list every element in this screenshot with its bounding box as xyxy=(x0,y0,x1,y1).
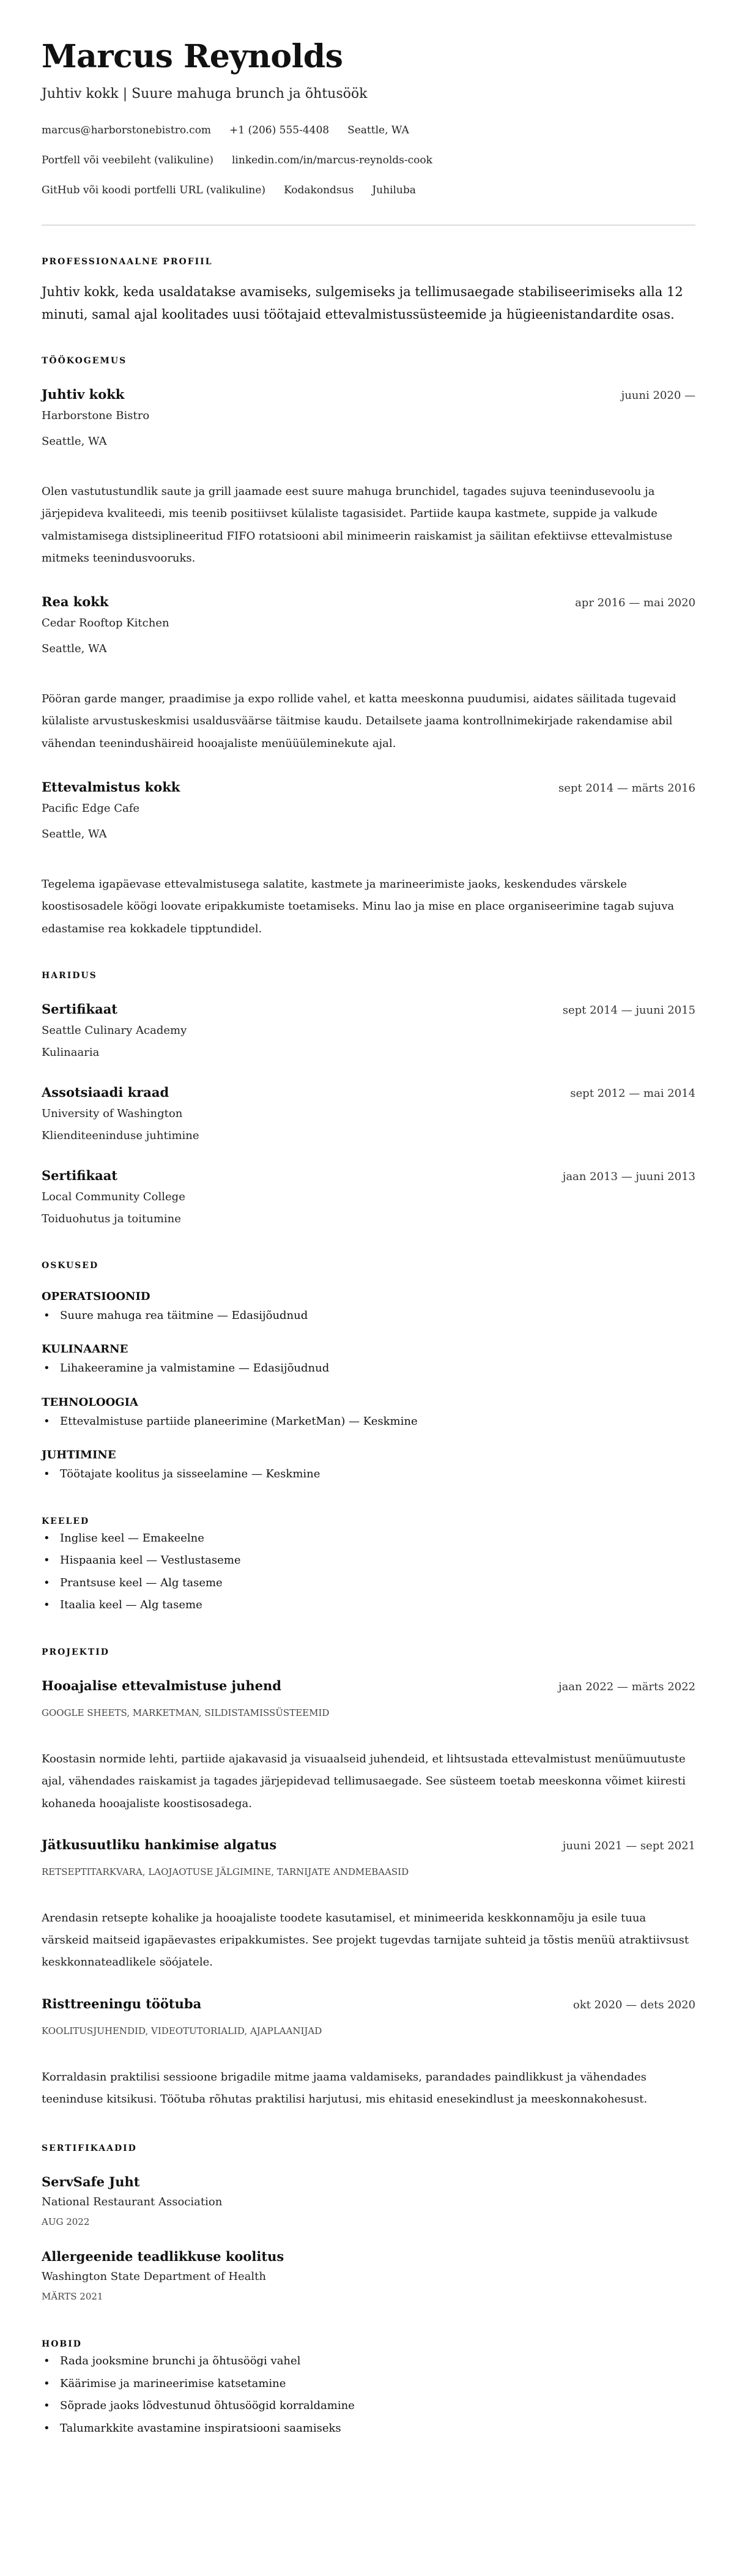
candidate-headline: Juhtiv kokk | Suure mahuga brunch ja õhtusöök xyxy=(42,86,368,102)
hobby-item: • Rada jooksmine brunchi ja õhtusöögi vahel xyxy=(42,2350,695,2373)
certification-date: AUG 2022 xyxy=(42,2216,90,2228)
education-header xyxy=(42,1083,695,1103)
certification-entry xyxy=(42,2248,695,2305)
degree-title: Assotsiaadi kraad xyxy=(42,1084,169,1100)
project-technologies: KOOLITUSJUHENDID, VIDEOTUTORIALID, AJAPLAANIJAD xyxy=(42,2025,322,2036)
project-header xyxy=(42,1677,695,1696)
project-dates: juuni 2021 — sept 2021 xyxy=(562,1839,695,1852)
project-technologies: GOOGLE SHEETS, MARKETMAN, SILDISTAMISSÜSTEEMID xyxy=(42,1707,330,1718)
skill-list xyxy=(42,1305,695,1327)
contact-row xyxy=(42,183,695,198)
project-title: Hooajalise ettevalmistuse juhend xyxy=(42,1677,281,1693)
field-of-study: Kulinaaria xyxy=(42,1045,100,1059)
project-description: Koostasin normide lehti, partiide ajakavasid ja visuaalseid juhendeid, et lihtsustada ettevalmistust menüümuutuste ajal, vähendades raiskamist ja tagades järjepidevad tellimusaegade. See süsteem toetab meeskonna võimet kiiresti kohaneda hooajaliste koostisosadega. xyxy=(42,1752,686,1810)
github-link[interactable]: GitHub või koodi portfelli URL (valikuline) xyxy=(42,184,266,196)
job-dates: sept 2014 — märts 2016 xyxy=(558,782,695,795)
job-header xyxy=(42,778,695,798)
certification-entry xyxy=(42,2173,695,2230)
job-title: Juhtiv kokk xyxy=(42,387,125,402)
resume-header xyxy=(42,39,695,198)
job-entry xyxy=(42,593,695,755)
skill-item: • Suure mahuga rea täitmine — Edasijõudnud xyxy=(42,1305,695,1327)
job-company: Harborstone Bistro xyxy=(42,409,150,422)
job-header xyxy=(42,385,695,405)
job-location: Seattle, WA xyxy=(42,828,107,841)
education-entry xyxy=(42,1000,695,1064)
email-link[interactable]: marcus@harborstonebistro.com xyxy=(42,124,212,136)
languages-list xyxy=(42,1527,695,1617)
profile-summary: Juhtiv kokk, keda usaldatakse avamiseks, sulgemiseks ja tellimusaegade stabiliseerimiseks alla 12 minuti, samal ajal koolitades uusi töötajaid ettevalmistussüsteemide ja hügieenistandardite osas. xyxy=(42,284,683,322)
field-of-study: Klienditeeninduse juhtimine xyxy=(42,1129,199,1142)
education-dates: jaan 2013 — juuni 2013 xyxy=(562,1170,695,1183)
location-text: Seattle, WA xyxy=(347,124,409,136)
project-dates: jaan 2022 — märts 2022 xyxy=(558,1680,695,1693)
education-entry xyxy=(42,1167,695,1230)
skills-section xyxy=(42,1260,695,1486)
section-heading: PROJEKTID xyxy=(42,1647,109,1657)
skill-list xyxy=(42,1463,695,1486)
certification-name: ServSafe Juht xyxy=(42,2174,140,2190)
skill-group-heading: JUHTIMINE xyxy=(42,1449,116,1462)
experience-section xyxy=(42,355,695,940)
certifications-section xyxy=(42,2142,695,2305)
degree-title: Sertifikaat xyxy=(42,1001,118,1017)
school-name: Seattle Culinary Academy xyxy=(42,1023,187,1037)
section-heading: OSKUSED xyxy=(42,1260,99,1271)
job-company: Cedar Rooftop Kitchen xyxy=(42,617,169,630)
drivers-license-text: Juhiluba xyxy=(372,184,416,196)
education-header xyxy=(42,1167,695,1186)
certification-date: MÄRTS 2021 xyxy=(42,2291,103,2303)
education-dates: sept 2014 — juuni 2015 xyxy=(562,1003,695,1017)
project-technologies: RETSEPTITARKVARA, LAOJAOTUSE JÄLGIMINE, TARNIJATE ANDMEBAASID xyxy=(42,1866,409,1877)
project-title: Jätkusuutliku hankimise algatus xyxy=(42,1836,277,1852)
section-heading: PROFESSIONAALNE PROFIIL xyxy=(42,257,213,267)
citizenship-text: Kodakondsus xyxy=(284,184,354,196)
job-dates: juuni 2020 — xyxy=(621,389,695,402)
skill-list xyxy=(42,1411,695,1433)
contact-row xyxy=(42,123,695,138)
skill-group-heading: TEHNOLOOGIA xyxy=(42,1395,139,1409)
project-entry xyxy=(42,1836,695,1974)
job-location: Seattle, WA xyxy=(42,642,107,656)
project-description: Arendasin retsepte kohalike ja hooajaliste toodete kasutamisel, et minimeerida keskkonnamõju ja esile tuua värskeid maitseid igapäevastes eripakkumistes. See projekt tugevdas tarnijate suhteid ja tõstis menüü atraktiivsust keskkonnateadlikele söójatele. xyxy=(42,1911,689,1969)
job-title: Rea kokk xyxy=(42,594,109,610)
section-heading: HARIDUS xyxy=(42,970,97,981)
portfolio-link[interactable]: Portfell või veebileht (valikuline) xyxy=(42,154,213,166)
section-heading: SERTIFIKAADID xyxy=(42,2144,137,2154)
language-item: • Prantsuse keel — Alg taseme xyxy=(42,1572,695,1595)
profile-section xyxy=(42,256,695,325)
certification-issuer: Washington State Department of Health xyxy=(42,2270,266,2284)
hobby-item: • Talumarkkite avastamine inspiratsiooni saamiseks xyxy=(42,2418,695,2440)
job-description: Tegelema igapäevase ettevalmistusega salatite, kastmete ja marineerimiste jaoks, keskendudes värskele koostisosadele köögi loovate eripakkumiste toetamiseks. Minu lao ja mise en place organiseerimine tagab sujuva edastamise rea kokkadele tipptundidel. xyxy=(42,878,675,935)
job-description: Olen vastutustundlik saute ja grill jaamade eest suure mahuga brunchidel, tagades sujuva teenindusevoolu ja järjepideva kvaliteedi, mis teenib positiivset külaliste tagasisidet. Partiide kaupa kastmete, suppide ja valkude valmistamisega distsiplineeritud FIFO rotatsiooni abil minimeerin raiskamist ja säilitan efektiivse ettevalmistuse mitmeks teenindusvooruks. xyxy=(42,485,673,565)
project-header xyxy=(42,1836,695,1855)
degree-title: Sertifikaat xyxy=(42,1167,118,1183)
languages-section xyxy=(42,1515,695,1617)
hobbies-section xyxy=(42,2338,695,2440)
hobby-item: • Käärimise ja marineerimise katsetamine xyxy=(42,2373,695,2396)
education-header xyxy=(42,1000,695,1020)
skill-item: • Ettevalmistuse partiide planeerimine (MarketMan) — Keskmine xyxy=(42,1411,695,1433)
language-item: • Inglise keel — Emakeelne xyxy=(42,1527,695,1550)
linkedin-link[interactable]: linkedin.com/in/marcus-reynolds-cook xyxy=(232,154,432,166)
field-of-study: Toiduohutus ja toitumine xyxy=(42,1212,181,1225)
skill-item: • Lihakeeramine ja valmistamine — Edasijõudnud xyxy=(42,1357,695,1380)
certification-issuer: National Restaurant Association xyxy=(42,2196,223,2209)
project-description: Korraldasin praktilisi sessioone brigadile mitme jaama valdamiseks, parandades paindlikkust ja vähendades teeninduse kitsikusi. Töötuba rõhutas praktilisi harjutusi, mis ehitasid enesekindlust ja meeskonnakohesust. xyxy=(42,2070,648,2106)
hobby-item: • Sõprade jaoks lõdvestunud õhtusöögid korraldamine xyxy=(42,2395,695,2418)
contact-row xyxy=(42,153,695,168)
job-entry xyxy=(42,385,695,570)
skill-group-heading: OPERATSIOONID xyxy=(42,1290,150,1303)
education-section xyxy=(42,970,695,1230)
section-heading: KEELED xyxy=(42,1516,90,1526)
section-heading: TÖÖKOGEMUS xyxy=(42,356,127,366)
school-name: University of Washington xyxy=(42,1107,183,1120)
projects-section xyxy=(42,1646,695,2110)
hobbies-list xyxy=(42,2350,695,2440)
header-divider xyxy=(42,225,695,226)
project-entry xyxy=(42,1677,695,1815)
job-description: Pööran garde manger, praadimise ja expo rollide vahel, et katta meeskonna puudumisi, aidates säilitada tugevaid külaliste arvustuskeskmisi usaldusväärse täitmise kaudu. Detailsete jaama kontrollnimekirjade rakendamise abil vähendan teenindushäireid hooajaliste menüüüleminekute ajal. xyxy=(42,692,677,750)
certification-name: Allergeenide teadlikkuse koolitus xyxy=(42,2249,284,2265)
job-company: Pacific Edge Cafe xyxy=(42,802,140,815)
project-title: Risttreeningu töötuba xyxy=(42,1995,202,2011)
project-entry xyxy=(42,1995,695,2111)
phone-link[interactable]: +1 (206) 555-4408 xyxy=(229,124,330,136)
section-heading: HOBID xyxy=(42,2339,82,2350)
language-item: • Itaalia keel — Alg taseme xyxy=(42,1594,695,1617)
job-header xyxy=(42,593,695,612)
job-dates: apr 2016 — mai 2020 xyxy=(575,596,695,610)
skill-item: • Töötajate koolitus ja sisseelamine — Keskmine xyxy=(42,1463,695,1486)
school-name: Local Community College xyxy=(42,1190,185,1203)
job-title: Ettevalmistus kokk xyxy=(42,779,180,795)
project-header xyxy=(42,1995,695,2014)
skill-list xyxy=(42,1357,695,1380)
job-location: Seattle, WA xyxy=(42,435,107,448)
language-item: • Hispaania keel — Vestlustaseme xyxy=(42,1550,695,1572)
candidate-name: Marcus Reynolds xyxy=(42,38,343,75)
job-entry xyxy=(42,778,695,940)
education-dates: sept 2012 — mai 2014 xyxy=(570,1086,695,1100)
education-entry xyxy=(42,1083,695,1147)
project-dates: okt 2020 — dets 2020 xyxy=(573,1998,695,2011)
skill-group-heading: KULINAARNE xyxy=(42,1343,128,1356)
